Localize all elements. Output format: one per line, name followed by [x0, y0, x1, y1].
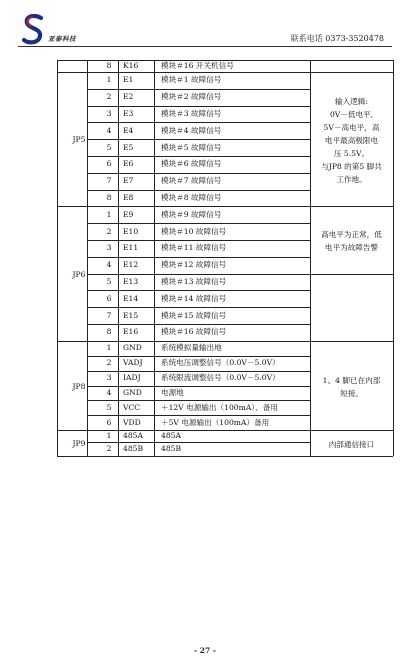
pin-number-text: 3	[106, 109, 112, 118]
pin-signal-text: E14	[123, 293, 139, 303]
pin-signal	[123, 127, 133, 135]
pin-description	[161, 374, 280, 382]
pin-signal	[123, 278, 138, 286]
pin-signal	[123, 445, 143, 453]
pin-description-text: ＋5V 电源输出（100mA）备用	[161, 417, 270, 427]
pin-description-text: 模块＃14 故障信号	[161, 293, 227, 303]
pin-signal-text: E2	[123, 92, 134, 102]
pin-signal	[123, 144, 133, 152]
pin-number-text: 1	[106, 430, 112, 440]
connector-label: JP5	[72, 135, 86, 145]
pin-description-text: 电源地	[161, 387, 184, 397]
table-rule	[87, 173, 310, 174]
pin-number-text: 3	[106, 243, 112, 253]
pin-signal	[123, 295, 138, 303]
pin-signal-text: E13	[123, 277, 139, 286]
pin-signal	[123, 93, 133, 101]
pin-description	[161, 127, 221, 135]
pin-description-text: 系统模拟量输出地	[161, 343, 222, 353]
pin-description	[161, 177, 221, 185]
pin-signal-text: E1	[123, 75, 134, 85]
pin-signal-text: K16	[123, 61, 139, 70]
table-rule	[87, 139, 310, 140]
pin-description	[161, 419, 269, 427]
table-rule	[87, 415, 310, 416]
pin-description-text: 模块＃12 故障信号	[161, 260, 227, 270]
pin-number-text: 6	[106, 293, 112, 303]
pin-description	[161, 404, 278, 412]
table-rule	[87, 442, 310, 443]
pin-number-text: 6	[106, 417, 112, 427]
page-number: - 27 -	[194, 646, 216, 655]
pin-number-text: 4	[106, 387, 112, 397]
pin-signal	[123, 389, 142, 397]
note-line: 压 5.5V。	[333, 148, 370, 158]
pin-number-text: 2	[106, 358, 112, 368]
company-logo-icon	[22, 14, 46, 46]
table-rule	[87, 257, 310, 258]
pin-description	[161, 228, 226, 236]
table-rule	[87, 324, 310, 325]
pin-description	[161, 344, 222, 352]
pin-signal-text: VADJ	[123, 358, 143, 368]
table-rule	[87, 371, 310, 372]
note-line: 电平为故障告警	[324, 243, 379, 252]
table-rule	[87, 307, 310, 308]
pin-description-text: 模块＃7 故障信号	[161, 176, 222, 186]
pin-description-text: ＋12V 电源输出（100mA）、备用	[161, 402, 278, 412]
note-jp5	[310, 95, 393, 186]
pin-number-text: 7	[106, 310, 112, 320]
pin-number-text: 2	[106, 226, 112, 236]
note-jp8	[310, 374, 393, 400]
pin-signal-text: E6	[123, 159, 134, 169]
pin-description-text: 模块＃8 故障信号	[161, 193, 222, 202]
pin-description	[161, 144, 221, 152]
header-divider	[18, 46, 392, 47]
pin-number-text: 8	[106, 61, 112, 70]
pin-number-text: 1	[106, 75, 112, 85]
pin-signal	[123, 359, 143, 367]
page-header	[0, 0, 410, 50]
pin-signal	[123, 177, 133, 185]
pin-signal	[123, 312, 138, 320]
pin-signal	[123, 261, 138, 269]
table-rule	[393, 60, 394, 456]
table-rule	[57, 341, 393, 342]
pin-signal	[123, 228, 138, 236]
pin-signal-text: E12	[123, 260, 139, 270]
pin-signal	[123, 432, 143, 440]
pin-signal-text: 485B	[123, 443, 144, 453]
pin-description	[161, 62, 234, 70]
note-line: 1、4 脚已在内部	[322, 375, 381, 385]
pin-number-text: 4	[106, 125, 112, 135]
pin-number-text: 5	[106, 277, 112, 286]
table-rule	[87, 386, 310, 387]
pin-signal	[123, 76, 133, 84]
pin-description-text: 模块＃15 故障信号	[161, 310, 227, 320]
pin-signal-text: E5	[123, 142, 134, 152]
pin-signal	[123, 160, 133, 168]
pin-description	[161, 278, 226, 286]
table-rule	[87, 223, 310, 224]
pin-description	[161, 295, 226, 303]
pin-signal-text: VCC	[123, 402, 141, 412]
pin-signal-text: E9	[123, 209, 134, 219]
pin-description-text: 模块＃13 故障信号	[161, 277, 227, 286]
pin-description-text: 模块＃4 故障信号	[161, 125, 222, 135]
pin-description	[161, 359, 280, 367]
table-rule	[87, 274, 393, 275]
table-rule	[87, 156, 310, 157]
pin-signal	[123, 110, 133, 118]
pin-description-text: 模块＃9 故障信号	[161, 209, 222, 219]
pin-number-text: 7	[106, 176, 112, 186]
pin-description	[161, 432, 181, 440]
pin-description	[161, 244, 226, 252]
pin-signal-text: GND	[123, 387, 142, 397]
pin-description-text: 模块＃3 故障信号	[161, 109, 222, 118]
note-line: 电平最高极限电	[324, 135, 379, 145]
pin-signal-text: E8	[123, 193, 134, 202]
table-rule	[57, 72, 393, 73]
pin-signal	[123, 328, 138, 336]
pin-number-text: 8	[106, 193, 112, 202]
pin-signal	[123, 194, 133, 202]
pin-signal	[123, 244, 138, 252]
pin-number-text: 5	[106, 142, 112, 152]
pin-description-text: 模块＃6 故障信号	[161, 159, 222, 169]
pin-signal-text: E10	[123, 226, 139, 236]
contact-phone: 联系电话 0373-3520478	[290, 34, 384, 43]
pin-number-text: 2	[106, 92, 112, 102]
table-rule	[57, 456, 393, 457]
pin-signal-text: IADJ	[123, 373, 141, 383]
pin-signal	[123, 344, 142, 352]
pin-number-text: 2	[106, 443, 112, 453]
pin-signal	[123, 374, 141, 382]
table-rule	[87, 106, 310, 107]
note-jp6	[310, 228, 393, 254]
note-line: 高电平为正常，低	[321, 230, 382, 239]
pin-signal-text: E15	[123, 310, 139, 320]
table-rule	[87, 60, 88, 456]
table-rule	[57, 60, 58, 456]
pin-definition-table	[57, 60, 393, 456]
pin-signal-text: E11	[123, 243, 139, 253]
pin-description-text: 系统电压调整信号（0.0V－5.0V）	[161, 358, 280, 368]
table-rule	[87, 190, 310, 191]
pin-number-text: 1	[106, 343, 112, 353]
pin-number-text: 3	[106, 373, 112, 383]
pin-description-text: 模块＃10 故障信号	[161, 226, 227, 236]
pin-number-text: 8	[106, 327, 112, 337]
pin-signal-text: 485A	[123, 430, 143, 440]
table-rule	[87, 240, 310, 241]
note-line: 5V－高电平，高	[323, 122, 380, 132]
connector-label: JP6	[72, 269, 86, 279]
pin-signal	[123, 62, 138, 70]
pin-signal-text: E7	[123, 176, 134, 186]
note-line: 0V－低电平,	[329, 109, 374, 119]
pin-description-text: 485B	[161, 443, 182, 453]
note-line: 内部通信接口	[328, 439, 375, 449]
pin-number-text: 1	[106, 209, 112, 219]
pin-signal-text: GND	[123, 343, 142, 353]
pin-description-text: 模块＃1 故障信号	[161, 75, 222, 85]
table-rule	[87, 356, 310, 357]
pin-description-text: 模块＃11 故障信号	[161, 243, 227, 253]
table-rule	[87, 89, 310, 90]
connector-label: JP8	[72, 381, 86, 391]
pin-description-text: 系统限流调整信号（0.0V－5.0V）	[161, 373, 280, 383]
connector-label: JP9	[72, 439, 86, 449]
pin-signal	[123, 211, 133, 219]
table-rule	[87, 122, 310, 123]
pin-signal-text: VDD	[123, 417, 141, 427]
pin-description	[161, 211, 221, 219]
pin-signal-text: E3	[123, 109, 134, 118]
table-rule	[87, 290, 310, 291]
note-line: 输入逻辑:	[335, 96, 368, 106]
brand-name: 亚泰科技	[48, 35, 76, 43]
pin-signal-text: E16	[123, 327, 139, 337]
table-rule	[57, 206, 393, 207]
pin-description	[161, 194, 221, 202]
pin-description	[161, 76, 221, 84]
pin-description	[161, 160, 221, 168]
note-jp9	[310, 438, 393, 451]
pin-description	[161, 389, 184, 397]
pin-description-text: 485A	[161, 430, 181, 440]
pin-description	[161, 110, 221, 118]
pin-description	[161, 328, 226, 336]
pin-description-text: 模块＃2 故障信号	[161, 92, 222, 102]
pin-signal-text: E4	[123, 125, 134, 135]
pin-description	[161, 445, 181, 453]
pin-description-text: 模块＃16 故障信号	[161, 327, 227, 337]
table-rule	[118, 60, 119, 456]
note-line: 短接。	[340, 388, 363, 398]
pin-description-text: 模块＃5 故障信号	[161, 142, 222, 152]
pin-number-text: 6	[106, 159, 112, 169]
pin-signal	[123, 404, 140, 412]
pin-signal	[123, 419, 141, 427]
pin-description	[161, 93, 221, 101]
pin-description	[161, 312, 226, 320]
pin-number-text: 5	[106, 402, 112, 412]
pin-description	[161, 261, 226, 269]
pin-description-text: 模块＃16 开关机信号	[161, 61, 234, 70]
pin-number-text: 4	[106, 260, 112, 270]
note-line: 与JP8 的第5 脚共	[321, 161, 382, 171]
note-line: 工作地。	[336, 174, 367, 184]
table-rule	[87, 400, 310, 401]
table-rule	[154, 60, 155, 456]
